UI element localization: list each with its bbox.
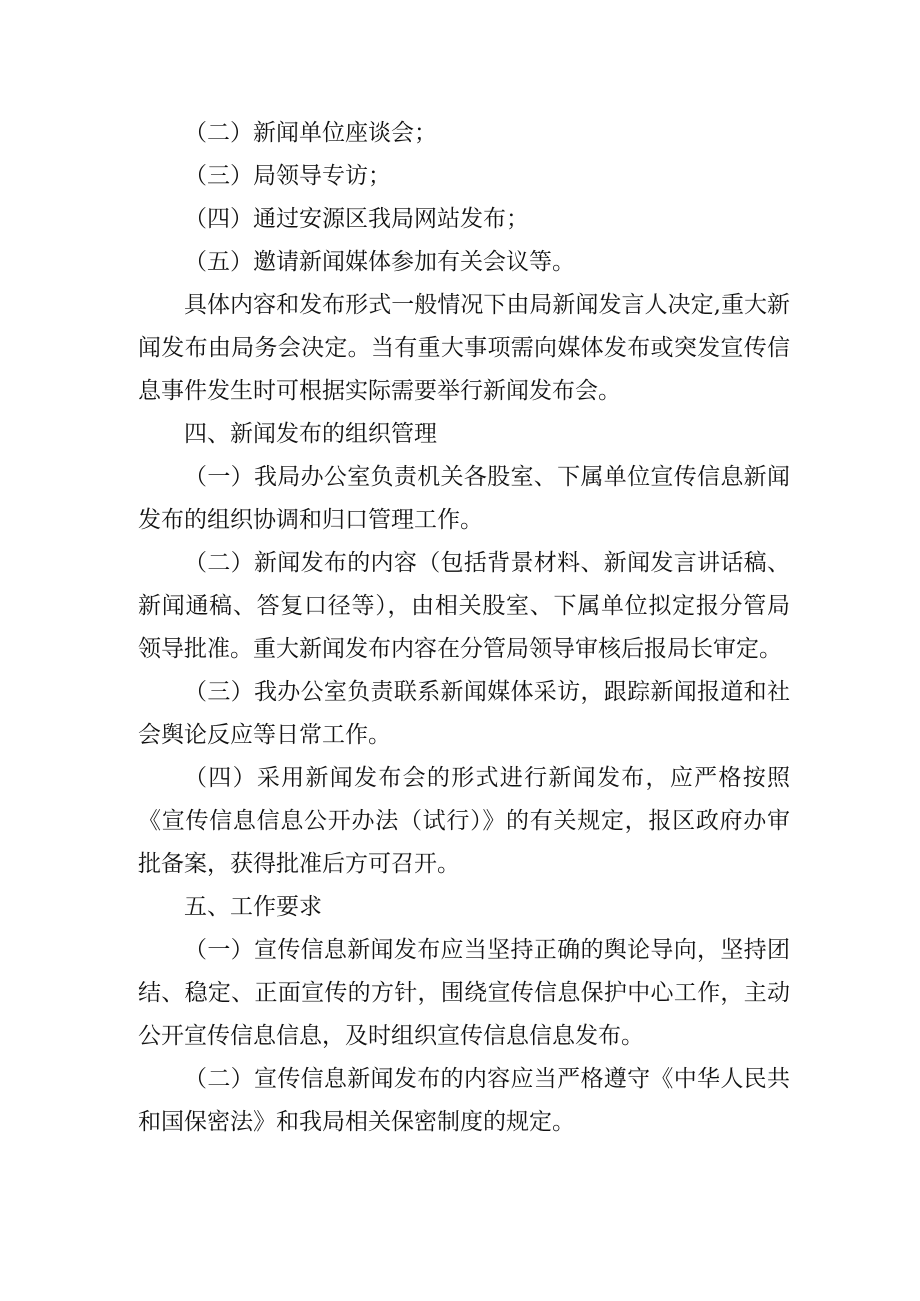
paragraph-org-3: （三）我办公室负责联系新闻媒体采访，跟踪新闻报道和社会舆论反应等日常工作。: [138, 679, 790, 748]
document-body: [138, 112, 790, 1144]
paragraph-item-2-symposium: （二）新闻单位座谈会；: [184, 120, 437, 146]
paragraph-item-3-interview: （三）局领导专访；: [184, 163, 391, 189]
paragraph-content-and-form: 具体内容和发布形式一般情况下由局新闻发言人决定,重大新闻发布由局务会决定。当有重大事项需向媒体发布或突发宣传信息事件发生时可根据实际需要举行新闻发布会。: [138, 292, 790, 404]
paragraph-item-4-website: （四）通过安源区我局网站发布；: [184, 206, 529, 232]
paragraph-org-1: （一）我局办公室负责机关各股室、下属单位宣传信息新闻发布的组织协调和归口管理工作。: [138, 464, 790, 533]
section-heading-requirements: 五、工作要求: [184, 894, 322, 920]
paragraph-item-5-invite-media: （五）邀请新闻媒体参加有关会议等。: [184, 249, 575, 275]
section-heading-organization: 四、新闻发布的组织管理: [184, 421, 437, 447]
paragraph-org-4: （四）采用新闻发布会的形式进行新闻发布，应严格按照《宣传信息信息公开办法（试行）》的有关规定，报区政府办审批备案，获得批准后方可召开。: [138, 765, 790, 877]
paragraph-req-2: （二）宣传信息新闻发布的内容应当严格遵守《中华人民共和国保密法》和我局相关保密制度的规定。: [138, 1066, 790, 1135]
paragraph-org-2: （二）新闻发布的内容（包括背景材料、新闻发言讲话稿、新闻通稿、答复口径等），由相关股室、下属单位拟定报分管局领导批准。重大新闻发布内容在分管局领导审核后报局长审定。: [138, 550, 790, 662]
paragraph-req-1: （一）宣传信息新闻发布应当坚持正确的舆论导向，坚持团结、稳定、正面宣传的方针，围绕宣传信息保护中心工作，主动公开宣传信息信息，及时组织宣传信息信息发布。: [138, 937, 790, 1049]
